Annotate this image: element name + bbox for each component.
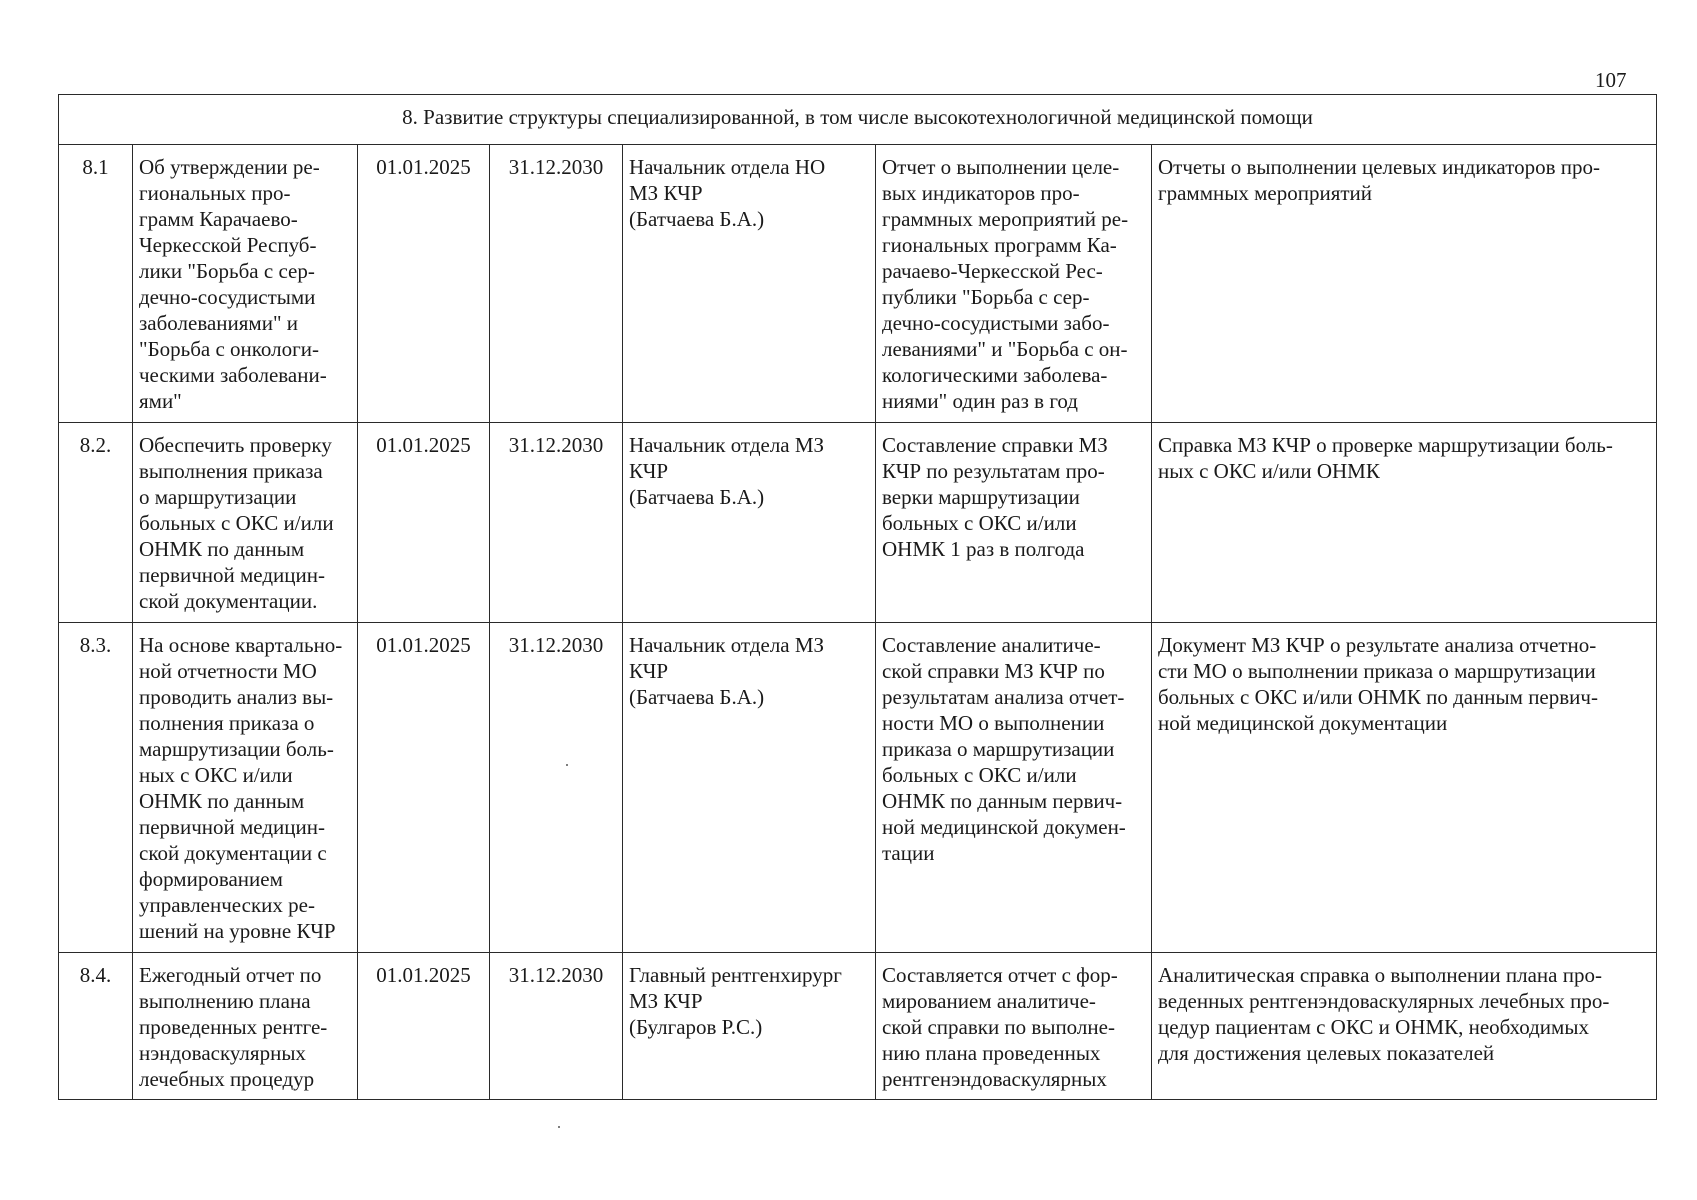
document-cell [1152,145,1657,423]
document-cell [1152,423,1657,622]
result-text: Отчет о выполнении целе- вых индикаторов про- граммных мероприятий ре- гиональных программ Ка- рачаево-Черкесской Рес- публики "Борьба с сер- дечно-сосудистыми забо- леваниями" и "Борьба с он- кологическими заболева- ниями" один раз в год [882,155,1129,414]
table-row [59,145,1657,423]
responsible-cell [623,952,876,1099]
responsible-text: Главный рентгенхирург МЗ КЧР (Булгаров Р.С.) [629,962,842,1039]
document-text: Документ МЗ КЧР о результате анализа отчетно- сти МО о выполнении приказа о маршрутизации больных с ОКС и/или ОНМК по данным первич- ной медицинской документации [1158,632,1598,735]
end-date: 31.12.2030 [490,952,623,1099]
row-number: 8.2. [59,423,133,622]
row-number: 8.1 [59,145,133,423]
activity-cell [133,145,358,423]
activity-text: Ежегодный отчет по выполнению плана проведенных рентге- нэндоваскулярных лечебных процедур [139,962,328,1091]
section-header-row [59,95,1657,145]
result-cell [876,423,1152,622]
document-text: Справка МЗ КЧР о проверке маршрутизации боль- ных с ОКС и/или ОНМК [1158,433,1613,484]
table-row [59,423,1657,622]
end-date: 31.12.2030 [490,145,623,423]
end-date: 31.12.2030 [490,622,623,952]
activity-cell [133,423,358,622]
row-number: 8.4. [59,952,133,1099]
document-cell [1152,622,1657,952]
scan-speck [566,764,568,766]
result-text: Составление аналитиче- ской справки МЗ КЧР по результатам анализа отчет- ности МО о выполнении приказа о маршрутизации больных с ОКС и/или ОНМК по данным первич- ной медицинской докумен- тации [882,632,1126,865]
result-text: Составляется отчет с фор- мированием аналитиче- ской справки по выполне- нию плана проведенных рентгенэндоваскулярных [882,962,1118,1091]
scan-speck [558,1126,560,1128]
result-cell [876,952,1152,1099]
responsible-cell [623,145,876,423]
document-cell [1152,952,1657,1099]
row-number: 8.3. [59,622,133,952]
responsible-text: Начальник отдела МЗ КЧР (Батчаева Б.А.) [629,632,825,709]
responsible-text: Начальник отдела МЗ КЧР (Батчаева Б.А.) [629,433,825,510]
measures-table [58,94,1657,1100]
page-number: 107 [1595,68,1627,92]
result-cell [876,145,1152,423]
activity-cell [133,952,358,1099]
result-cell [876,622,1152,952]
start-date: 01.01.2025 [358,622,490,952]
end-date: 31.12.2030 [490,423,623,622]
activity-cell [133,622,358,952]
activity-text: На основе квартально- ной отчетности МО проводить анализ вы- полнения приказа о маршрутизации боль- ных с ОКС и/или ОНМК по данным первичной медицин- ской документации с формированием управленческих ре- шений на уровне КЧР [139,632,343,943]
responsible-text: Начальник отдела НО МЗ КЧР (Батчаева Б.А.) [629,155,826,232]
result-text: Составление справки МЗ КЧР по результатам про- верки маршрутизации больных с ОКС и/или ОНМК 1 раз в полгода [882,433,1108,562]
start-date: 01.01.2025 [358,423,490,622]
activity-text: Об утверждении ре- гиональных про- грамм Карачаево- Черкесской Респуб- лики "Борьба с сер- дечно-сосудистыми заболеваниями" и "Борьба с онкологи- ческими заболевани- ями" [139,155,327,414]
start-date: 01.01.2025 [358,952,490,1099]
table-row [59,622,1657,952]
document-text: Аналитическая справка о выполнении плана про- веденных рентгенэндоваскулярных лечебных про- цедур пациентам с ОКС и ОНМК, необходимых для достижения целевых показателей [1158,962,1610,1065]
responsible-cell [623,622,876,952]
table-row [59,952,1657,1099]
start-date: 01.01.2025 [358,145,490,423]
responsible-cell [623,423,876,622]
section-title: 8. Развитие структуры специализированной, в том числе высокотехнологичной медицинской помощи [59,95,1657,145]
activity-text: Обеспечить проверку выполнения приказа о маршрутизации больных с ОКС и/или ОНМК по данным первичной медицин- ской документации. [139,433,334,614]
document-text: Отчеты о выполнении целевых индикаторов про- граммных мероприятий [1158,155,1600,206]
